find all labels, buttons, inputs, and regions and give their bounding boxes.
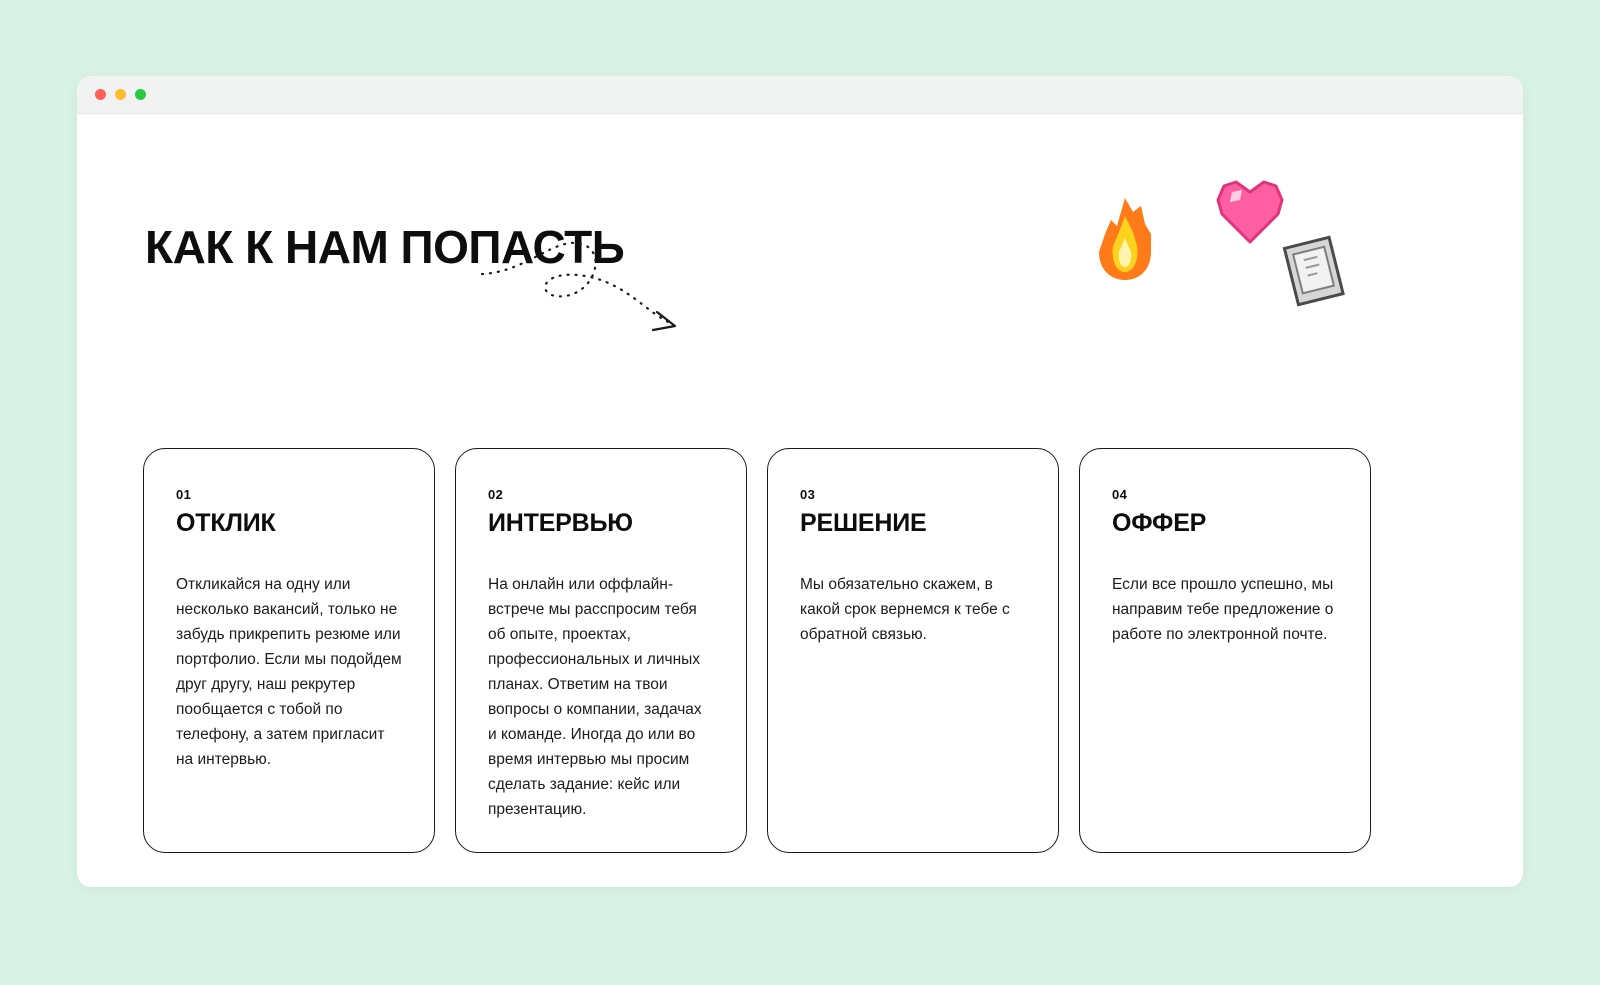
step-number: 01 — [176, 487, 192, 502]
step-card — [767, 448, 1059, 853]
step-card — [455, 448, 747, 853]
step-number: 03 — [800, 487, 816, 502]
step-description: Мы обязательно скажем, в какой срок вернемся к тебе с обратной связью. — [800, 576, 1010, 643]
step-description: Если все прошло успешно, мы направим тебе предложение о работе по электронной почте. — [1112, 576, 1334, 643]
step-title: РЕШЕНИЕ — [800, 509, 927, 537]
step-card — [1079, 448, 1371, 853]
notebook-icon — [1277, 234, 1351, 310]
dotted-arrow-decoration — [477, 232, 697, 342]
page-title: КАК К НАМ ПОПАСТЬ — [145, 221, 625, 273]
step-title: ОФФЕР — [1112, 509, 1207, 537]
maximize-icon[interactable] — [135, 89, 146, 100]
fire-icon — [1089, 194, 1161, 284]
step-number: 04 — [1112, 487, 1128, 502]
step-title: ИНТЕРВЬЮ — [488, 509, 633, 537]
window-content — [77, 114, 1523, 887]
browser-window — [77, 76, 1523, 887]
steps-list — [143, 448, 1461, 853]
close-icon[interactable] — [95, 89, 106, 100]
step-title: ОТКЛИК — [176, 509, 276, 537]
step-description: Откликайся на одну или несколько вакансий, только не забудь прикрепить резюме или портфолио. Если мы подойдем друг другу, наш рекрутер пообщается с тобой по телефону, а затем пригласит на интервью. — [176, 576, 402, 768]
step-description: На онлайн или оффлайн-встрече мы расспросим тебя об опыте, проектах, профессиональных и личных планах. Ответим на твои вопросы о компании, задачах и команде. Иногда до или во время интервью мы просим сделать задание: кейс или презентацию. — [488, 576, 702, 818]
step-number: 02 — [488, 487, 504, 502]
step-card — [143, 448, 435, 853]
window-titlebar — [77, 76, 1523, 114]
minimize-icon[interactable] — [115, 89, 126, 100]
